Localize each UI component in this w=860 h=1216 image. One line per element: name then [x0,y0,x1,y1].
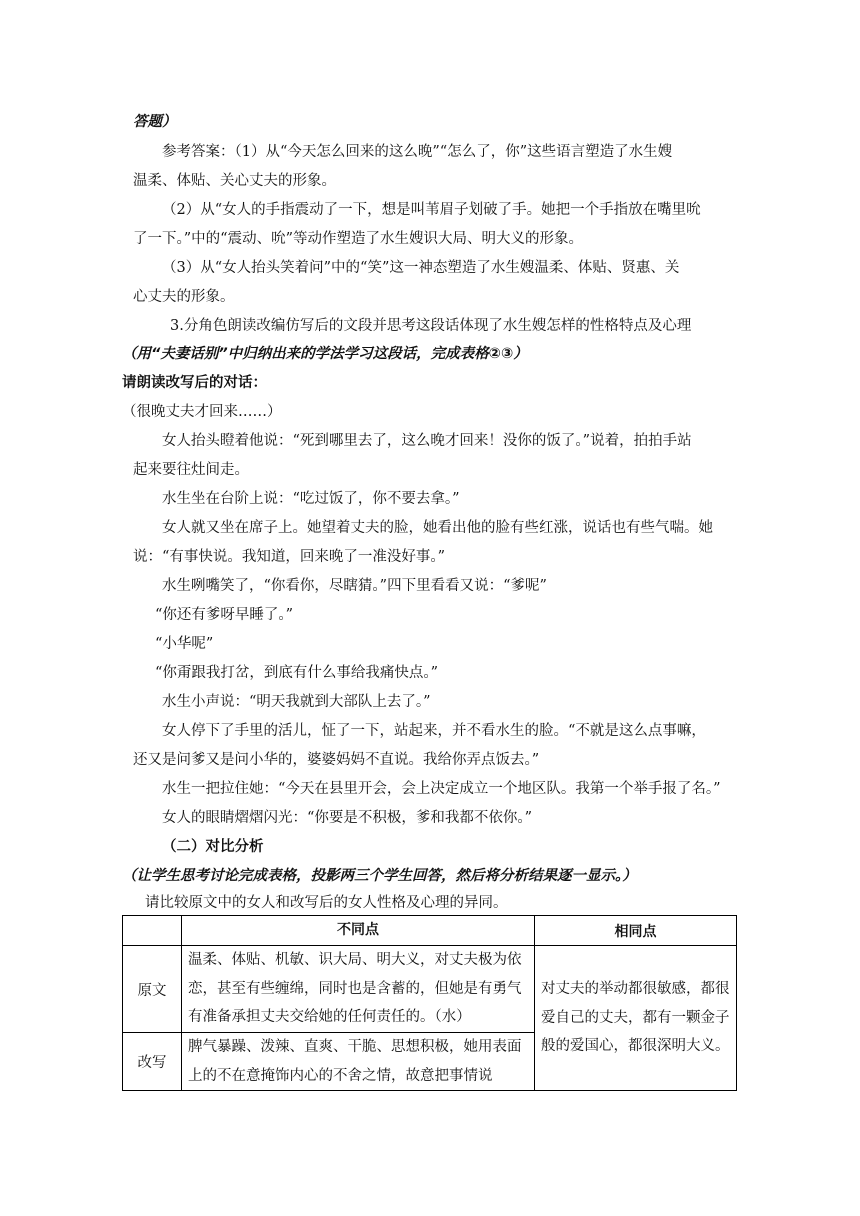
section2-note: （让学生思考讨论完成表格，投影两三个学生回答，然后将分析结果逐一显示。） [122,868,637,884]
table-header-row [123,916,737,946]
answer-line-3a: （3）从“女人抬头笑着问”中的“笑”这一神态塑造了水生嫂温柔、体贴、贤惠、关 [162,260,680,276]
comparison-table [122,915,737,1091]
dialogue-scene: （很晚丈夫才回来……） [122,404,282,420]
section2-title: （二）对比分析 [162,839,264,855]
answer-line-2a: （2）从“女人的手指震动了一下，想是叫苇眉子划破了手。她把一个手指放在嘴里吮 [162,202,701,218]
dialogue-p11: 女人的眼睛熠熠闪光：“你要是不积极，爹和我都不依你。” [162,810,533,826]
task3-line-2: （用“夫妻话别”中归纳出来的学法学习这段话，完成表格②③） [122,346,528,362]
dialogue-p10: 水生一把拉住她：“今天在县里开会，会上决定成立一个地区队。我第一个举手报了名。” [162,781,721,797]
answer-line-3b: 心丈夫的形象。 [133,289,235,305]
table-row [123,946,737,1033]
dialogue-p8: 水生小声说：“明天我就到大部队上去了。” [162,694,431,710]
row-diff-rewrite: 脾气暴躁、泼辣、直爽、干脆、思想积极，她用表面上的不在意掩饰内心的不舍之情，故意把事情说 [188,1039,522,1084]
common-points-cell: 对丈夫的举动都很敏感，都很爱自己的丈夫，都有一颗金子般的爱国心，都很深明大义。 [535,946,737,1091]
section2-prompt: 请比较原文中的女人和改写后的女人性格及心理的异同。 [145,895,508,911]
answer-line-2b: 了一下。”中的“震动、吮”等动作塑造了水生嫂识大局、明大义的形象。 [133,231,583,247]
dialogue-p2: 水生坐在台阶上说：“吃过饭了，你不要去拿。” [162,491,460,507]
row-diff-rewrite-cell [182,1033,535,1091]
table-header-blank [123,916,182,946]
dialogue-p9a: 女人停下了手里的活儿，怔了一下，站起来，并不看水生的脸。“不就是这么点事嘛， [162,723,706,739]
dialogue-p9b: 还又是问爹又是问小华的，婆婆妈妈不直说。我给你弄点饭去。” [133,752,540,768]
dialogue-p4: 水生咧嘴笑了，“你看你，尽瞎猜。”四下里看看又说：“爹呢” [162,578,547,594]
dialogue-p1a: 女人抬头瞪着他说：“死到哪里去了，这么晚才回来！没你的饭了。”说着，拍拍手站 [162,433,692,449]
dialogue-p7: “你甭跟我打岔，到底有什么事给我痛快点。” [155,665,439,681]
row-label-rewrite: 改写 [123,1033,182,1091]
table-header-diff: 不同点 [182,916,535,946]
dialogue-p3b: 说：“有事快说。我知道，回来晚了一准没好事。” [133,549,446,565]
answer-line-1a: 参考答案：（1）从“今天怎么回来的这么晚”“怎么了，你”这些语言塑造了水生嫂 [162,144,673,160]
row-label-original: 原文 [123,946,182,1033]
continuation-text: 答题） [133,114,177,130]
task3-line-1: 3.分角色朗读改编仿写后的文段并思考这段话体现了水生嫂怎样的性格特点及心理 [170,318,692,334]
dialogue-p1b: 起来要往灶间走。 [133,462,249,478]
dialogue-p5: “你还有爹呀早睡了。” [155,607,294,623]
dialogue-p3a: 女人就又坐在席子上。她望着丈夫的脸，她看出他的脸有些红涨，说话也有些气喘。她 [162,520,713,536]
task3-line-3: 请朗读改写后的对话： [122,375,267,391]
table-header-common: 相同点 [535,916,737,946]
answer-line-1b: 温柔、体贴、关心丈夫的形象。 [133,173,336,189]
dialogue-p6: “小华呢” [155,636,214,652]
row-diff-original: 温柔、体贴、机敏、识大局、明大义，对丈夫极为依恋，甚至有些缠绵，同时也是含蓄的，但她是有勇气有准备承担丈夫交给她的任何责任的。（水） [182,946,535,1033]
